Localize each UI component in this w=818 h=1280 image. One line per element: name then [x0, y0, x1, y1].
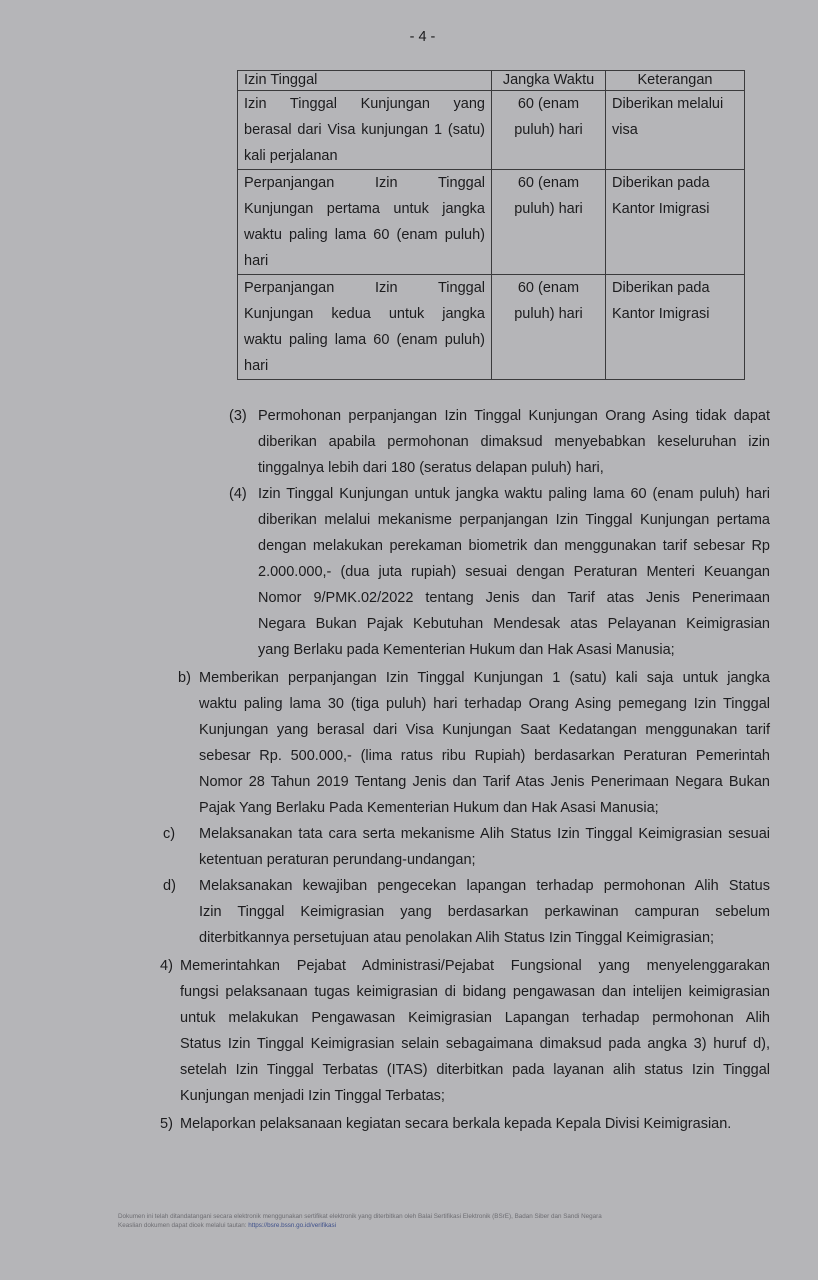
paragraph-line: Nomor 9/PMK.02/2022 tentang Jenis dan Tarif atas Jenis Penerimaan	[258, 590, 770, 606]
cell-line: Kantor Imigrasi	[612, 306, 710, 322]
cell-jangka-waktu	[492, 170, 606, 275]
cell-line: hari	[244, 358, 269, 374]
cell-izin-tinggal	[238, 275, 492, 380]
list-item-label: (3)	[229, 408, 247, 424]
paragraph-line: Melaporkan pelaksanaan kegiatan secara berkala kepada Kepala Divisi Keimigrasian.	[180, 1116, 732, 1132]
paragraph-line: diberikan apabila permohonan dimaksud menyebabkan keseluruhan izin	[258, 434, 770, 450]
header-jangka-waktu: Jangka Waktu	[492, 71, 606, 91]
footer-verification	[118, 1222, 336, 1229]
cell-line: Diberikan pada	[612, 175, 710, 191]
cell-line: 60 (enam	[517, 280, 580, 296]
cell-keterangan	[606, 275, 745, 380]
paragraph-line: setelah Izin Tinggal Terbatas (ITAS) diterbitkan pada layanan alih status Izin Tinggal	[180, 1062, 770, 1078]
paragraph-line: Kunjungan yang berasal dari Visa Kunjungan Saat Kedatangan menggunakan tarif	[199, 722, 770, 738]
paragraph-line: Pajak Yang Berlaku Pada Kementerian Hukum dan Hak Asasi Manusia;	[199, 800, 659, 816]
paragraph-line: Melaksanakan kewajiban pengecekan lapangan terhadap permohonan Alih Status	[199, 878, 770, 894]
cell-line: Kunjungan kedua untuk jangka	[244, 306, 485, 322]
footer-signature-note: Dokumen ini telah ditandatangani secara elektronik menggunakan sertifikat elektronik yang diterbitkan oleh Balai Sertifikasi Elektronik (BSrE), Badan Siber dan Sandi Negara	[118, 1213, 602, 1220]
paragraph-line: Kunjungan menjadi Izin Tinggal Terbatas;	[180, 1088, 445, 1104]
paragraph-line: fungsi pelaksanaan tugas keimigrasian di bidang pengawasan dan intelijen keimigrasian	[180, 984, 770, 1000]
paragraph-line: Izin Tinggal Keimigrasian yang berdasarkan perkawinan campuran sebelum	[199, 904, 770, 920]
paragraph-line: Memberikan perpanjangan Izin Tinggal Kunjungan 1 (satu) kali saja untuk jangka	[199, 670, 770, 686]
cell-jangka-waktu	[492, 275, 606, 380]
cell-izin-tinggal	[238, 170, 492, 275]
page-number: - 4 -	[409, 29, 436, 45]
cell-keterangan	[606, 91, 745, 170]
paragraph-line: waktu paling lama 30 (tiga puluh) hari terhadap Orang Asing pemegang Izin Tinggal	[199, 696, 770, 712]
paragraph-line: ketentuan peraturan perundang-undangan;	[199, 852, 476, 868]
cell-line: 60 (enam	[517, 175, 580, 191]
cell-line: Perpanjangan Izin Tinggal	[244, 175, 485, 191]
paragraph-line: dengan melakukan perekaman biometrik dan menggunakan tarif sebesar Rp	[258, 538, 770, 554]
list-item-label: 5)	[160, 1116, 173, 1132]
table-row	[238, 275, 745, 380]
paragraph-line: Melaksanakan tata cara serta mekanisme Alih Status Izin Tinggal Keimigrasian sesuai	[199, 826, 770, 842]
cell-line: puluh) hari	[514, 306, 583, 322]
paragraph-line: tinggalnya lebih dari 180 (seratus delapan puluh) hari,	[258, 460, 604, 476]
paragraph-line: sebesar Rp. 500.000,- (lima ratus ribu Rupiah) berdasarkan Peraturan Pemerintah	[199, 748, 770, 764]
paragraph-line: Negara Bukan Pajak Kebutuhan Mendesak atas Pelayanan Keimigrasian	[258, 616, 770, 632]
paragraph-line: yang Berlaku pada Kementerian Hukum dan Hak Asasi Manusia;	[258, 642, 675, 658]
table-row	[238, 91, 745, 170]
header-izin-tinggal: Izin Tinggal	[238, 71, 492, 91]
list-item-label: b)	[178, 670, 191, 686]
list-item-label: (4)	[229, 486, 247, 502]
cell-line: berasal dari Visa kunjungan 1 (satu)	[244, 122, 485, 138]
cell-line: hari	[244, 253, 269, 269]
paragraph-line: Status Izin Tinggal Keimigrasian selain sebagaimana dimaksud pada angka 3) huruf d),	[180, 1036, 770, 1052]
paragraph-line: Memerintahkan Pejabat Administrasi/Pejabat Fungsional yang menyelenggarakan	[180, 958, 770, 974]
cell-line: 60 (enam	[517, 96, 580, 112]
cell-line: waktu paling lama 60 (enam puluh)	[244, 332, 485, 348]
paragraph-line: 2.000.000,- (dua juta rupiah) sesuai dengan Peraturan Menteri Keuangan	[258, 564, 770, 580]
cell-line: Diberikan melalui	[612, 96, 724, 112]
list-item-label: d)	[163, 878, 176, 894]
footer-verification-text: Keaslian dokumen dapat dicek melalui tautan:	[118, 1222, 247, 1229]
paragraph-line: Nomor 28 Tahun 2019 Tentang Jenis dan Tarif Atas Jenis Penerimaan Negara Bukan	[199, 774, 770, 790]
table-row	[238, 170, 745, 275]
cell-line: Diberikan pada	[612, 280, 710, 296]
cell-line: Izin Tinggal Kunjungan yang	[244, 96, 485, 112]
izin-tinggal-table	[237, 70, 745, 380]
cell-line: puluh) hari	[514, 201, 583, 217]
paragraph-line: Permohonan perpanjangan Izin Tinggal Kunjungan Orang Asing tidak dapat	[258, 408, 770, 424]
cell-line: Kantor Imigrasi	[612, 201, 710, 217]
cell-line: waktu paling lama 60 (enam puluh)	[244, 227, 485, 243]
cell-jangka-waktu	[492, 91, 606, 170]
table-header-row	[238, 71, 745, 91]
paragraph-line: untuk melakukan Pengawasan Keimigrasian Lapangan terhadap permohonan Alih	[180, 1010, 770, 1026]
cell-line: Perpanjangan Izin Tinggal	[244, 280, 485, 296]
cell-izin-tinggal	[238, 91, 492, 170]
list-item-label: 4)	[160, 958, 173, 974]
paragraph-line: diterbitkannya persetujuan atau penolakan Alih Status Izin Tinggal Keimigrasian;	[199, 930, 715, 946]
cell-line: kali perjalanan	[244, 148, 338, 164]
cell-keterangan	[606, 170, 745, 275]
paragraph-line: Izin Tinggal Kunjungan untuk jangka waktu paling lama 60 (enam puluh) hari	[258, 486, 770, 502]
cell-line: puluh) hari	[514, 122, 583, 138]
header-keterangan: Keterangan	[606, 71, 745, 91]
list-item-label: c)	[163, 826, 176, 842]
verification-link[interactable]: https://bsre.bssn.go.id/verifikasi	[248, 1222, 337, 1229]
cell-line: visa	[612, 122, 638, 138]
cell-line: Kunjungan pertama untuk jangka	[244, 201, 485, 217]
paragraph-line: diberikan melalui mekanisme perpanjangan Izin Tinggal Kunjungan pertama	[258, 512, 770, 528]
